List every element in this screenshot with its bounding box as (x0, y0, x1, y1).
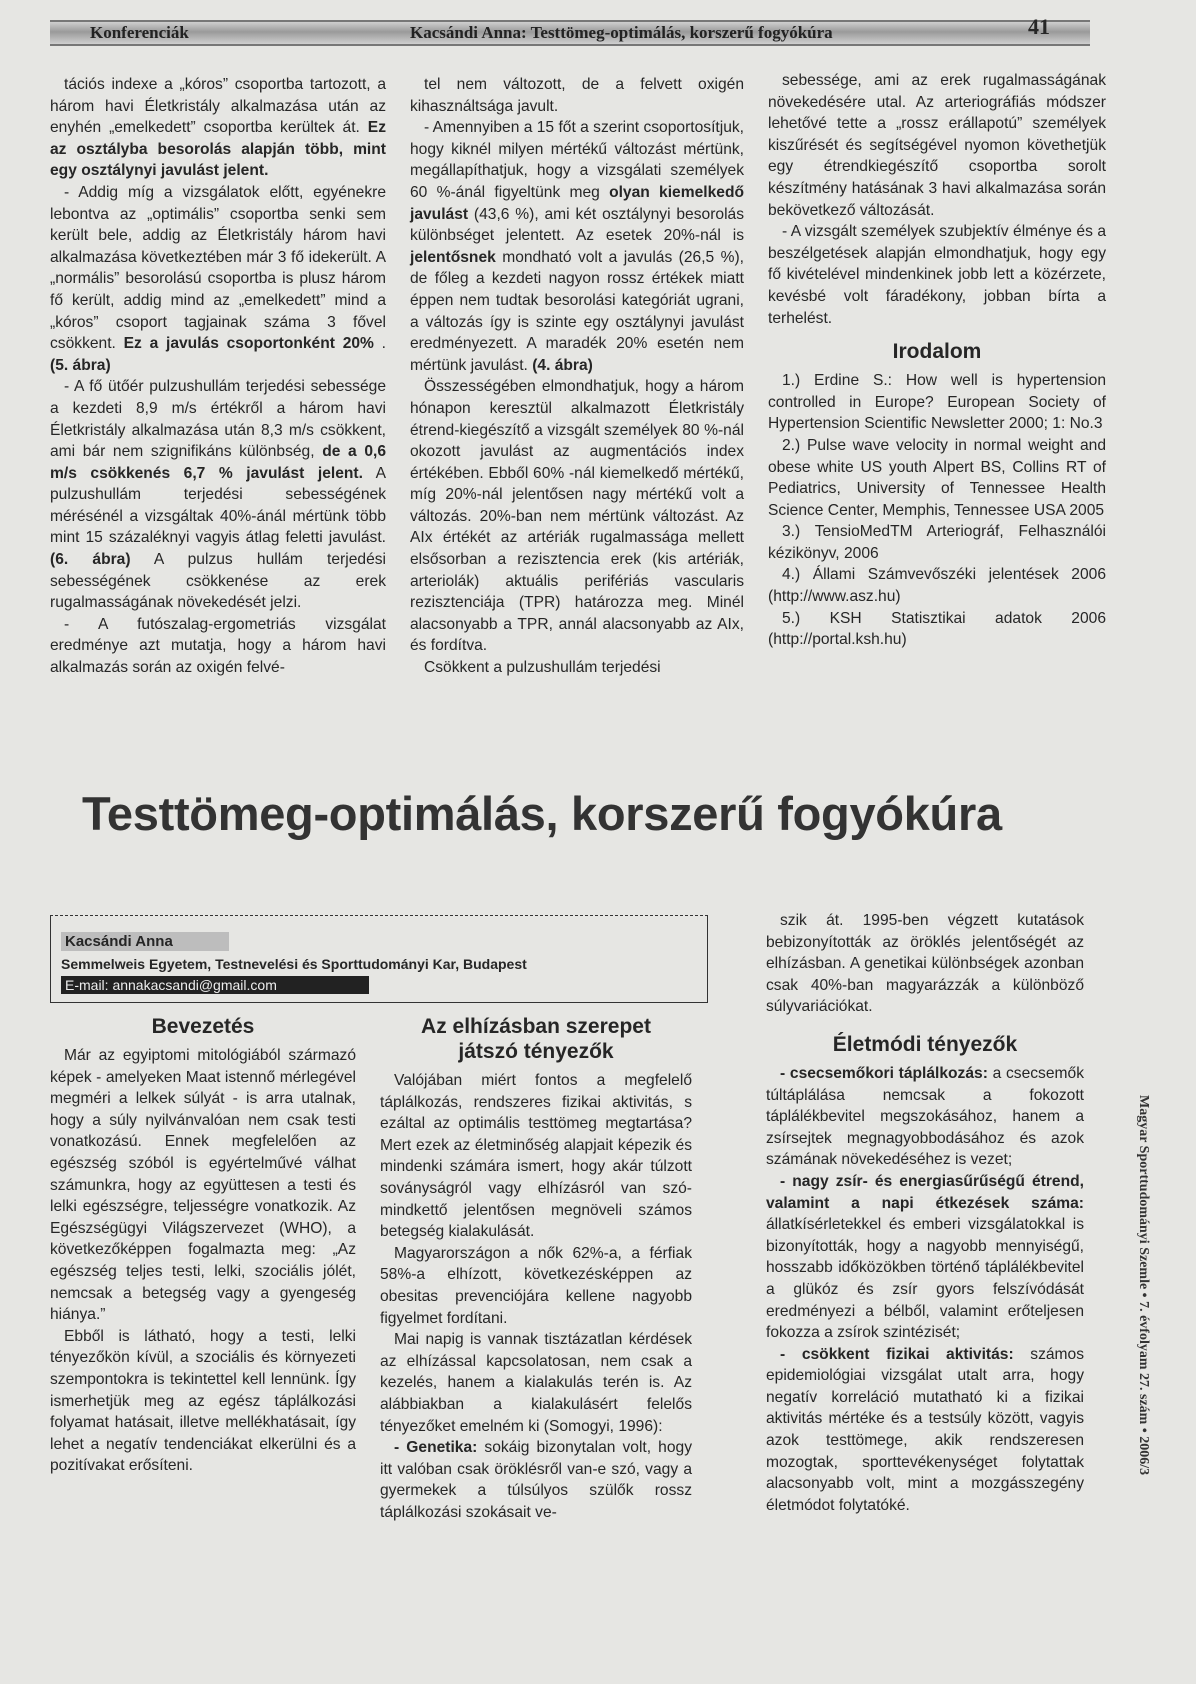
text: - Amennyiben a 15 főt a szerint csoportosítjuk, hogy kiknél milyen mértékű változást mértünk, megállapíthatjuk, hogy a vizsgálati személyek 60 %-ánál figyeltünk meg (410, 119, 744, 201)
bold-text: (4. ábra) (532, 356, 593, 374)
paragraph (380, 1070, 692, 1243)
paragraph (50, 74, 386, 182)
author-affiliation: Semmelweis Egyetem, Testnevelési és Sporttudományi Kar, Budapest (61, 956, 527, 972)
paragraph (768, 370, 1106, 435)
text: mondható volt a javulás (26,5 %), de főleg a kezdeti nagyon rossz értékek miatt éppen nem tudtak besorolási kategóriát ugrani, a változás így is szinte egy osztálynyi javulást eredményezett. A maradék 20% esetén nem mértünk javulást. (410, 248, 744, 374)
lifestyle-text (766, 1063, 1084, 1516)
bold-text: Ez az osztályba besorolás alapján több, mint egy osztálynyi javulást jelent. (50, 119, 386, 180)
section-heading-factors: Az elhízásban szerepet játszó tényezők (421, 1015, 651, 1063)
bold-text: jelentősnek (410, 248, 496, 266)
paragraph (380, 1437, 692, 1523)
paragraph (410, 657, 744, 679)
paragraph (410, 376, 744, 657)
genetics-continued-text (766, 910, 1084, 1018)
text: 5.) KSH Statisztikai adatok 2006 (http://portal.ksh.hu) (768, 609, 1106, 649)
conclusion-text (768, 70, 1106, 329)
paragraph (768, 521, 1106, 564)
author-box (50, 915, 708, 1003)
paragraph (50, 376, 386, 614)
bold-text: - nagy zsír- és energiasűrűségű étrend, valamint a napi étkezések száma: (766, 1172, 1084, 1212)
bold-text: de a 0,6 m/s csökkenés 6,7 % javulást jelent. (50, 443, 386, 482)
paragraph (50, 182, 386, 376)
paragraph (766, 1063, 1084, 1171)
bold-text: (5. ábra) (50, 356, 111, 374)
paragraph (766, 1171, 1084, 1344)
text: számos epidemiológiai vizsgálat utalt arra, hogy negatív korreláció mutatható ki a fizikai aktivitás mértéke és a testsúly között, vagyis azok testtömege, akik rendszeresen mozogtak, sporttevékenységet folytattak alacsonyabb volt, mint a mozgásszegény életmódot folytatóké. (766, 1345, 1084, 1514)
text: - Addig míg a vizsgálatok előtt, egyénekre lebontva az „optimális” csoportba senki sem került bele, addig az Életkristály három havi alkalmazása következtében már 3 fő idekerült. A „normális” besorolású csoportba is plusz három fő került, addig mind az „emelkedett” mind a „kóros” csoport tagjainak száma 3 fővel csökkent. (50, 183, 386, 353)
top-column-1 (50, 74, 386, 679)
text: Magyarországon a nők 62%-a, a férfiak 58%-a elhízott, következésképpen az obesitas prevenciójára kellene nagyobb figyelmet fordítani. (380, 1244, 692, 1327)
text: - A vizsgált személyek szubjektív élménye és a beszélgetések alapján elmondhatjuk, hogy egy fő kivételével mindenkinek jobb lett a közérzete, kevésbé volt fáradékony, jobban bírta a terhelést. (768, 223, 1106, 327)
paragraph (50, 1045, 356, 1326)
text: Mai napig is vannak tisztázatlan kérdések az elhízással kapcsolatosan, nem csak a kezelés, hanem a kialakulás terén is. Az alábbiakban a kialakulásért felelős tényezőket emelném ki (Somogyi, 1996): (380, 1331, 692, 1435)
bold-text: Ez a javulás csoportonként 20% (123, 335, 374, 353)
top-column-3 (768, 70, 1106, 651)
paragraph (766, 1344, 1084, 1517)
text: Ebből is látható, hogy a testi, lelki tényezőkön kívül, a szociális és környezeti szempontokra is tekintettel kell lennünk. Így ismerhetjük meg az egész táplálkozási folyamat hatásait, illetve mellékhatásait, így lehet a negatív tendenciákat elkerülni és a pozitívakat erősíteni. (50, 1327, 356, 1475)
text: A pulzus hullám terjedési sebességének csökkenése az erek rugalmasságának növekedését jelzi. (50, 551, 386, 612)
author-name: Kacsándi Anna (61, 932, 229, 951)
section-label: Konferenciák (90, 23, 189, 42)
text: - A futószalag-ergometriás vizsgálat eredménye azt mutatja, hogy a három havi alkalmazás során az oxigén felvé- (50, 615, 386, 677)
article-column-1 (50, 1012, 356, 1477)
article-column-3 (766, 910, 1084, 1516)
text: Már az egyiptomi mitológiából származó képek - amelyeken Maat istennő mérlegével megméri a lelkek súlyát - is arra utalnak, hogy a súly nyilvánvalóan nem csak testi vonatkozású. Ennek megfelelően az egészség szóból is egyértelművé válhat számunkra, hogy az együttesen a testi és lelki egészségre, teljességre vonatkozik. Az Egészségügyi Világszervezet (WHO), a következőképpen fogalmazta meg: „Az egészség teljes testi, lelki, szociális jólét, nemcsak a betegség vagy a gyengeség hiánya.” (50, 1047, 356, 1324)
paragraph (410, 117, 744, 376)
text: sebessége, ami az erek rugalmasságának növekedésére utal. Az arteriográfiás módszer lehetővé tette a „rossz erállapotú” személyek kiszűrését és segítségével nyomon követhetjük egy étrendkiegészítő csoportba sorolt készítmény hatásának 3 havi alkalmazása során bekövetkező változását. (768, 72, 1106, 219)
references-list (768, 370, 1106, 651)
text: 4.) Állami Számvevőszéki jelentések 2006 (http://www.asz.hu) (768, 566, 1106, 606)
factors-text (380, 1070, 692, 1523)
text: 2.) Pulse wave velocity in normal weight and obese white US youth Alpert BS, Collins RT of Pediatrics, University of Tennessee Health Science Center, Memphis, Tennessee USA 2005 (768, 436, 1106, 519)
running-title: Kacsándi Anna: Testtömeg-optimálás, korszerű fogyókúra (410, 23, 833, 42)
page-number: 41 (1028, 14, 1050, 39)
paragraph (768, 564, 1106, 607)
text: 1.) Erdine S.: How well is hypertension controlled in Europe? European Society of Hypertension Scientific Newsletter 2000; 1: No.3 (768, 372, 1106, 433)
paragraph (766, 910, 1084, 1018)
section-heading-lifestyle: Életmódi tényezők (832, 1032, 1018, 1056)
journal-side-label: Magyar Sporttudományi Szemle • 7. évfolyam 27. szám • 2006/3 (1136, 1095, 1151, 1476)
paragraph (380, 1243, 692, 1329)
article-title: Testtömeg-optimálás, korszerű fogyókúra (82, 787, 1002, 840)
bold-text: - Genetika: (394, 1439, 478, 1457)
text: . (373, 335, 386, 353)
paragraph (50, 1326, 356, 1477)
text: Összességében elmondhatjuk, hogy a három hónapon keresztül alkalmazott Életkristály étrend-kiegészítő a vizsgált személyek 80 %-nál okozott javulást az augmentációs index értékében. Ebből 60% -nál kiemelkedő mértékű, míg 20%-nál jelentősen nagy mértékű volt a változás. 20%-ban nem mértünk változást. Az AIx értékét az artériák rugalmassága mellett elsősorban a rezisztencia erek (kis artériák, arteriolák) aktuális perifériás vascularis rezisztenciája (TPR) határozza meg. Minél alacsonyabb a TPR, annál alacsonyabb az AIx, és fordítva. (410, 378, 744, 655)
bold-text: - csecsemőkori táplálkozás: (780, 1064, 988, 1082)
text: A pulzushullám terjedési sebességének mérésénél a vizsgáltak 40%-ánál mértünk több mint 15 százaléknyi vagyis átlag feletti javulást. (50, 464, 387, 547)
paragraph (768, 608, 1106, 651)
paragraph (410, 74, 744, 117)
text: szik át. 1995-ben végzett kutatások bebizonyították az öröklés jelentőségét az elhízásban. A genetikai különbségek azonban csak 40%-ban magyarázzák a különböző súlyvariációkat. (766, 912, 1084, 1016)
introduction-text (50, 1045, 356, 1477)
text: tel nem változott, de a felvett oxigén kihasználtsága javult. (410, 76, 744, 115)
text: Valójában miért fontos a megfelelő táplálkozás, rendszeres fizikai aktivitás, s ezáltal az optimális testtömeg megtartása? Mert ezek az életminőség alapjait képezik és mindenki számára ismert, hogy akár túlzott soványságról vagy elhízásról van szó- mindkettő jelentősen megnöveli számos betegség kialakulását. (380, 1072, 692, 1241)
paragraph (768, 435, 1106, 521)
text: 3.) TensioMedTM Arteriográf, Felhasználói kézikönyv, 2006 (768, 523, 1106, 562)
text: Csökkent a pulzushullám terjedési (424, 659, 661, 677)
references-heading: Irodalom (892, 340, 982, 364)
text: sokáig bizonytalan volt, hogy itt valóban csak öröklésről van-e szó, vagy a gyermekek a túlsúlyos szülők rossz táplálkozási szokásait ve- (380, 1439, 692, 1521)
running-header (50, 20, 1090, 46)
author-email[interactable]: E-mail: annakacsandi@gmail.com (61, 976, 369, 994)
text: - A fő ütőér pulzushullám terjedési sebessége a kezdeti 8,9 m/s értékről a három havi Életkristály alkalmazása után 8,3 m/s csökkent, ami bár nem szignifikáns különbség, (50, 378, 386, 461)
text: a csecsemők túltáplálása nemcsak a fokozott táplálékbevitel megszokásához, hanem a zsírsejtek megnagyobbodásához és azok számának növekedéséhez is vezet; (766, 1064, 1084, 1169)
paragraph (768, 70, 1106, 221)
text: tációs indexe a „kóros” csoportba tartozott, a három havi Életkristály alkalmazása után az enyhén „emelkedett” csoportba kerültek át. (50, 76, 386, 137)
text: (43,6 %), ami két osztálynyi besorolás különbséget jelentett. Az esetek 20%-nál is (410, 205, 744, 245)
paragraph (50, 614, 386, 679)
bold-text: (6. ábra) (50, 551, 131, 569)
paragraph (380, 1329, 692, 1437)
bold-text: - csökkent fizikai aktivitás: (780, 1345, 1014, 1363)
bold-text: olyan kiemelkedő javulást (410, 183, 744, 223)
text: állatkísérletekkel és emberi vizsgálatokkal is bizonyították, hogy a nagyobb mennyiségű, hosszabb időközökben történő táplálékbevitel a glükóz és zsír gyors felszívódását eredményezi a bélből, valamint erőteljesen fokozza a zsírok szintézisét; (766, 1216, 1084, 1342)
top-column-2 (410, 74, 744, 679)
section-heading-introduction: Bevezetés (151, 1015, 255, 1038)
paragraph (768, 221, 1106, 329)
article-column-2 (380, 1012, 692, 1523)
